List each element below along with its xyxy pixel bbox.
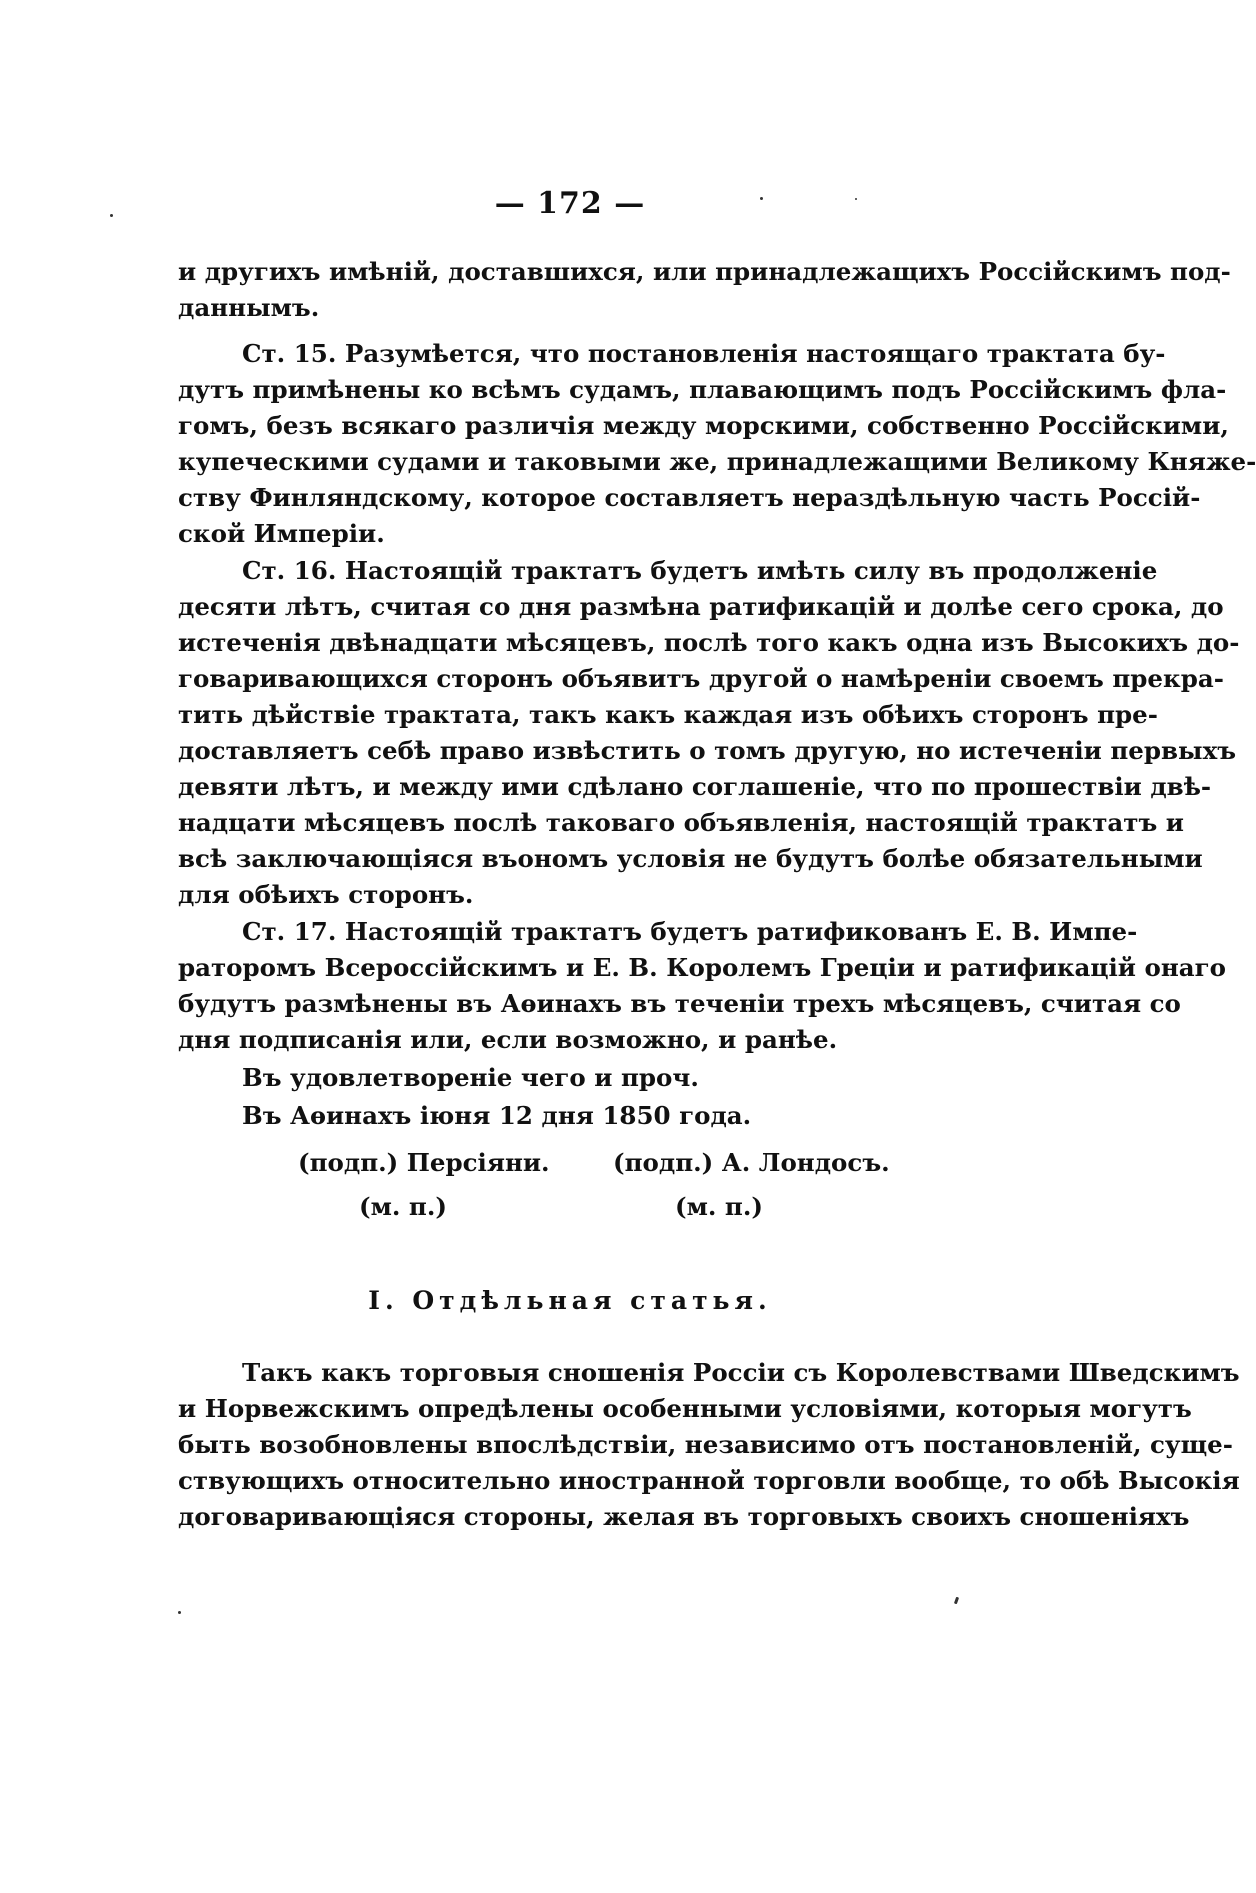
place-and-date: Въ Аѳинахъ іюня 12 дня 1850 года. <box>242 1101 752 1130</box>
text-line: говаривающихся сторонъ объявитъ другой о намѣреніи своемъ прекра- <box>178 664 1224 693</box>
text-line: гомъ, безъ всякаго различія между морскими, собственно Россійскими, <box>178 411 1229 440</box>
paragraph-continuation <box>178 254 1231 326</box>
text-line: девяти лѣтъ, и между ими сдѣлано соглашеніе, что по прошествіи двѣ- <box>178 772 1212 801</box>
section-title: I. Отдѣльная статья. <box>368 1286 772 1315</box>
signature-persiani: (подп.) Персіяни. <box>298 1148 550 1177</box>
text-line: ской Имперіи. <box>178 519 385 548</box>
closing-lines <box>178 1060 978 1134</box>
scan-speck <box>760 197 763 200</box>
text-line: Такъ какъ торговыя сношенія Россіи съ Королевствами Шведскимъ <box>242 1358 1240 1387</box>
text-line: надцати мѣсяцевъ послѣ таковаго объявленія, настоящій трактатъ и <box>178 808 1184 837</box>
text-line: Ст. 16. Настоящій трактатъ будетъ имѣть силу въ продолженіе <box>242 556 1158 585</box>
separate-article-text <box>178 1355 1240 1535</box>
text-line: тить дѣйствіе трактата, такъ какъ каждая изъ обѣихъ сторонъ пре- <box>178 700 1158 729</box>
text-line: истеченія двѣнадцати мѣсяцевъ, послѣ того какъ одна изъ Высокихъ до- <box>178 628 1240 657</box>
text-line: Ст. 15. Разумѣется, что постановленія настоящаго трактата бу- <box>242 339 1166 368</box>
closing-formula: Въ удовлетвореніе чего и проч. <box>242 1063 699 1092</box>
seal-right: (м. п.) <box>675 1192 763 1221</box>
text-line: договаривающіяся стороны, желая въ торговыхъ своихъ сношеніяхъ <box>178 1502 1190 1531</box>
text-line: и другихъ имѣній, доставшихся, или принадлежащихъ Россійскимъ под- <box>178 257 1231 286</box>
text-line: раторомъ Всероссійскимъ и Е. В. Королемъ Греціи и ратификацій онаго <box>178 953 1227 982</box>
text-line: ствующихъ относительно иностранной торговли вообще, то обѣ Высокія <box>178 1466 1240 1495</box>
text-line: купеческими судами и таковыми же, принадлежащими Великому Княже- <box>178 447 1256 476</box>
scan-speck <box>855 198 857 200</box>
text-line: доставляетъ себѣ право извѣстить о томъ другую, но истеченіи первыхъ <box>178 736 1237 765</box>
text-line: дутъ примѣнены ко всѣмъ судамъ, плавающимъ подъ Россійскимъ фла- <box>178 375 1227 404</box>
text-line: Ст. 17. Настоящій трактатъ будетъ ратификованъ Е. В. Импе- <box>242 917 1138 946</box>
article-17 <box>178 914 1227 1058</box>
text-line: будутъ размѣнены въ Аѳинахъ въ теченіи трехъ мѣсяцевъ, считая со <box>178 989 1181 1018</box>
text-line: ству Финляндскому, которое составляетъ нераздѣльную часть Россій- <box>178 483 1201 512</box>
signature-londos: (подп.) А. Лондосъ. <box>613 1148 890 1177</box>
text-line: даннымъ. <box>178 293 320 322</box>
article-15 <box>178 336 1256 552</box>
text-line: десяти лѣтъ, считая со дня размѣна ратификацій и долѣе сего срока, до <box>178 592 1224 621</box>
scan-speck <box>110 214 113 217</box>
text-line: всѣ заключающіяся въономъ условія не будутъ болѣе обязательными <box>178 844 1203 873</box>
text-line: дня подписанія или, если возможно, и ранѣе. <box>178 1025 838 1054</box>
scan-speck <box>954 1597 959 1605</box>
text-line: быть возобновлены впослѣдствіи, независимо отъ постановленій, суще- <box>178 1430 1233 1459</box>
page-number: — 172 — <box>494 186 646 221</box>
article-16 <box>178 553 1240 913</box>
seal-left: (м. п.) <box>359 1192 447 1221</box>
text-line: для обѣихъ сторонъ. <box>178 880 474 909</box>
scan-speck <box>178 1611 181 1614</box>
text-line: и Норвежскимъ опредѣлены особенными условіями, которыя могутъ <box>178 1394 1192 1423</box>
